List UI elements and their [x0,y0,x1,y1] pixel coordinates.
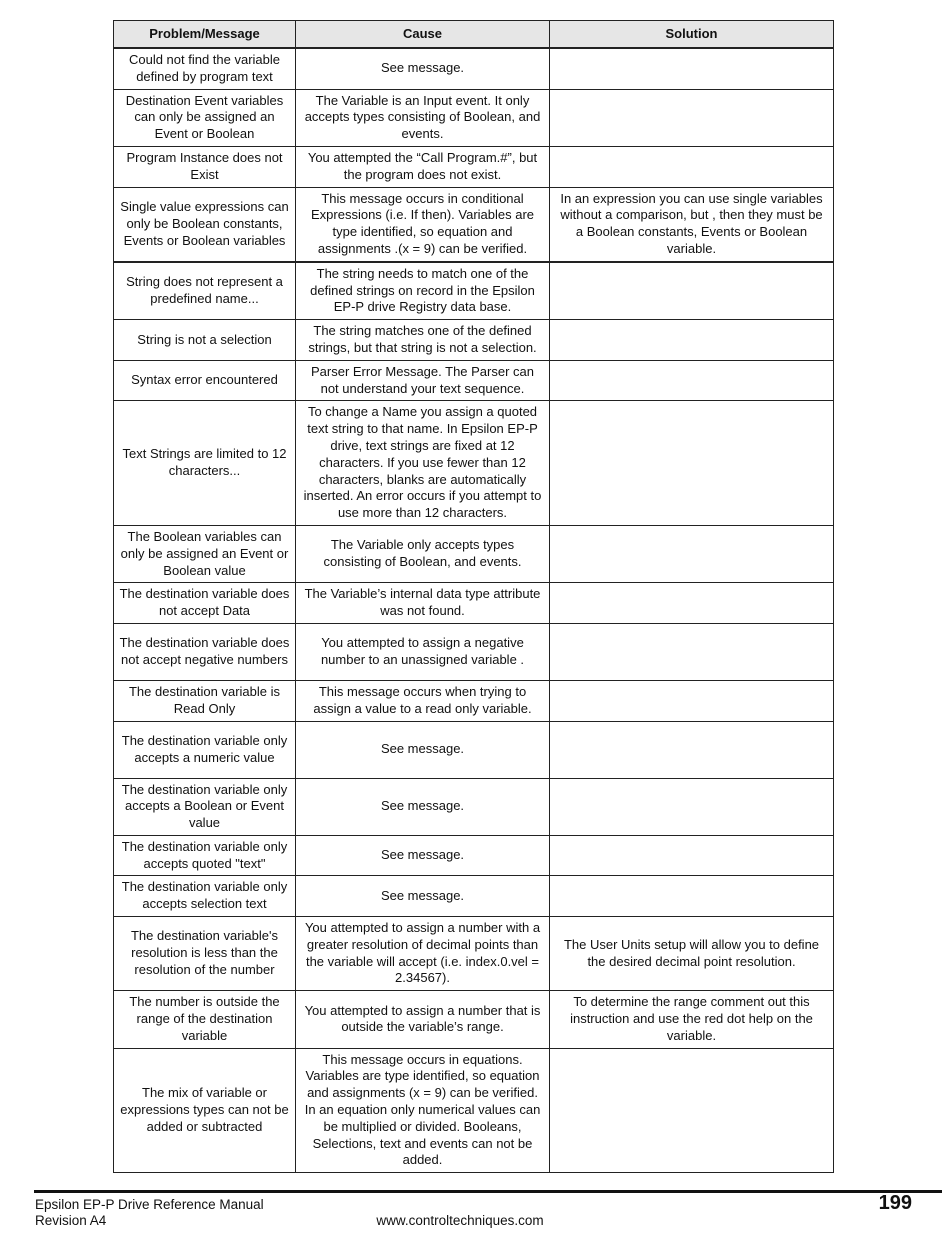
cause-cell: See message. [296,778,550,835]
table-header-row [114,21,834,49]
footer-rule [34,1190,942,1193]
table-row [114,917,834,991]
problem-cell: The destination variable only accepts a numeric value [114,721,296,778]
table-row [114,876,834,917]
table-row [114,1048,834,1173]
problem-cell: Destination Event variables can only be assigned an Event or Boolean [114,89,296,146]
cause-cell: You attempted to assign a negative number to an unassigned variable . [296,623,550,680]
solution-cell: The User Units setup will allow you to define the desired decimal point resolution. [550,917,834,991]
solution-cell [550,146,834,187]
solution-cell [550,401,834,526]
cause-cell: To change a Name you assign a quoted text string to that name. In Epsilon EP-P drive, text strings are fixed at 12 characters. If you use fewer than 12 characters, blanks are automatically inserted. An error occurs if you attempt to use more than 12 characters. [296,401,550,526]
cause-cell: See message. [296,876,550,917]
cause-cell: The Variable is an Input event. It only accepts types consisting of Boolean, and events. [296,89,550,146]
table-row [114,187,834,262]
table-row [114,146,834,187]
header-problem: Problem/Message [114,21,296,49]
table-row [114,778,834,835]
solution-cell: To determine the range comment out this instruction and use the red dot help on the variable. [550,991,834,1048]
problem-cell: Text Strings are limited to 12 characters... [114,401,296,526]
solution-cell [550,1048,834,1173]
header-solution: Solution [550,21,834,49]
problem-cell: Syntax error encountered [114,360,296,401]
solution-cell [550,680,834,721]
solution-cell [550,262,834,320]
table-row [114,320,834,361]
solution-cell: In an expression you can use single variables without a comparison, but , then they must be a Boolean constants, Events or Boolean variable. [550,187,834,262]
website-link[interactable]: www.controltechniques.com [376,1213,544,1228]
solution-cell [550,721,834,778]
table-row [114,583,834,624]
page-number: 199 [878,1192,912,1214]
table-row [114,48,834,89]
table-row [114,525,834,582]
table-row [114,89,834,146]
table-row [114,991,834,1048]
cause-cell: The Variable’s internal data type attribute was not found. [296,583,550,624]
problem-cell: The destination variable only accepts selection text [114,876,296,917]
problem-cell: Program Instance does not Exist [114,146,296,187]
solution-cell [550,48,834,89]
troubleshooting-table [113,20,834,1173]
problem-cell: Single value expressions can only be Boolean constants, Events or Boolean variables [114,187,296,262]
problem-cell: String does not represent a predefined name... [114,262,296,320]
revision-label: Revision A4 [35,1213,107,1228]
cause-cell: The string needs to match one of the defined strings on record in the Epsilon EP-P drive Registry data base. [296,262,550,320]
solution-cell [550,320,834,361]
header-cause: Cause [296,21,550,49]
cause-cell: Parser Error Message. The Parser can not understand your text sequence. [296,360,550,401]
solution-cell [550,360,834,401]
cause-cell: You attempted to assign a number with a greater resolution of decimal points than the variable will accept (i.e. index.0.vel = 2.34567). [296,917,550,991]
solution-cell [550,583,834,624]
cause-cell: See message. [296,721,550,778]
cause-cell: The string matches one of the defined strings, but that string is not a selection. [296,320,550,361]
problem-cell: The mix of variable or expressions types can not be added or subtracted [114,1048,296,1173]
problem-cell: The destination variable only accepts quoted "text" [114,835,296,876]
problem-cell: The destination variable does not accept Data [114,583,296,624]
table-row [114,623,834,680]
problem-cell: The Boolean variables can only be assigned an Event or Boolean value [114,525,296,582]
table-row [114,360,834,401]
cause-cell: The Variable only accepts types consisting of Boolean, and events. [296,525,550,582]
problem-cell: The destination variable's resolution is less than the resolution of the number [114,917,296,991]
solution-cell [550,876,834,917]
cause-cell: This message occurs when trying to assign a value to a read only variable. [296,680,550,721]
cause-cell: This message occurs in equations. Variables are type identified, so equation and assignments (x = 9) can be verified. In an equation only numerical values can be multiplied or divided. Booleans, Selections, text and events can not be added. [296,1048,550,1173]
cause-cell: See message. [296,48,550,89]
solution-cell [550,89,834,146]
table-row [114,835,834,876]
problem-cell: The destination variable does not accept negative numbers [114,623,296,680]
solution-cell [550,525,834,582]
cause-cell: You attempted the “Call Program.#”, but the program does not exist. [296,146,550,187]
problem-cell: The destination variable only accepts a Boolean or Event value [114,778,296,835]
cause-cell: This message occurs in conditional Expressions (i.e. If then). Variables are type identified, so equation and assignments .(x = 9) can be verified. [296,187,550,262]
cause-cell: See message. [296,835,550,876]
table-row [114,680,834,721]
problem-cell: String is not a selection [114,320,296,361]
solution-cell [550,623,834,680]
solution-cell [550,835,834,876]
problem-cell: The number is outside the range of the destination variable [114,991,296,1048]
solution-cell [550,778,834,835]
table-row [114,401,834,526]
cause-cell: You attempted to assign a number that is outside the variable’s range. [296,991,550,1048]
manual-title: Epsilon EP-P Drive Reference Manual [35,1197,264,1212]
table-row [114,262,834,320]
problem-cell: The destination variable is Read Only [114,680,296,721]
table-row [114,721,834,778]
problem-cell: Could not find the variable defined by program text [114,48,296,89]
